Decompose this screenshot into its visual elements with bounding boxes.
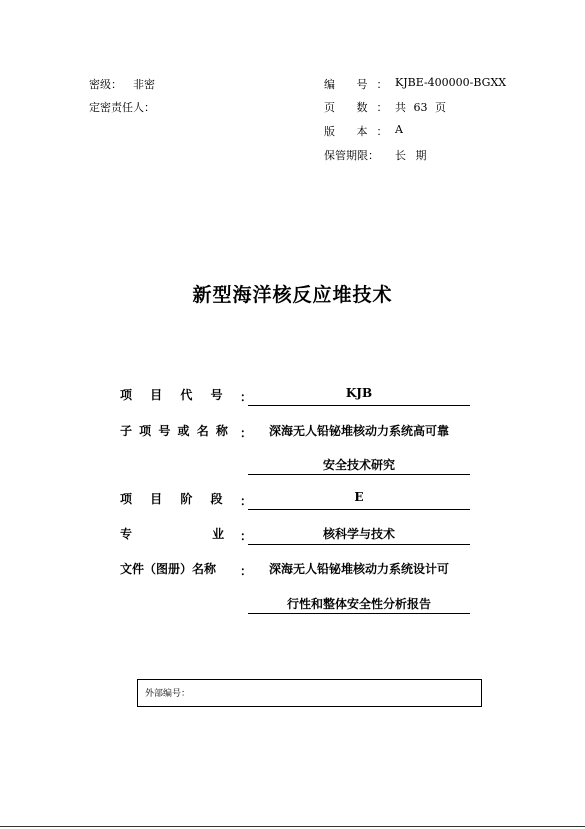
project-code-underline: [248, 405, 470, 406]
document-name-value-line1: 深海无人铅铋堆核动力系统设计可: [268, 562, 449, 576]
subproject-underline: [248, 474, 470, 475]
subproject-value-line2: 安全技术研究: [322, 458, 395, 472]
number-label: 编 号：: [324, 78, 397, 91]
retention-value: 长 期: [395, 149, 427, 162]
responsible-label: 定密责任人：: [89, 101, 155, 114]
number-value: KJBE-400000-BGXX: [395, 76, 507, 89]
subproject-colon: ：: [240, 426, 253, 440]
stage-colon: ：: [240, 494, 253, 508]
project-code-label: 项 目 代 号: [120, 388, 223, 402]
document-name-underline: [248, 613, 470, 614]
major-value: 核科学与技术: [322, 527, 395, 541]
page-bottom-edge: [0, 826, 585, 827]
version-label: 版 本：: [324, 125, 397, 138]
version-value: A: [395, 123, 403, 136]
major-underline: [248, 544, 470, 545]
document-name-colon: ：: [240, 564, 253, 578]
subproject-label: 子 项 号 或 名 称: [120, 424, 228, 438]
project-code-value: KJB: [345, 386, 373, 400]
retention-label: 保管期限：: [324, 149, 379, 162]
secrecy-label: 密级：: [89, 78, 122, 91]
major-label: 专 业: [120, 527, 225, 541]
secrecy-value: 非密: [133, 78, 155, 91]
project-code-colon: ：: [240, 390, 253, 404]
external-number-label: 外部编号：: [145, 689, 191, 699]
pages-value: 共 63 页: [395, 101, 446, 114]
stage-value: E: [354, 490, 364, 504]
subproject-value-line1: 深海无人铅铋堆核动力系统高可靠: [268, 424, 449, 438]
stage-label: 项 目 阶 段: [120, 492, 223, 506]
external-number-box: [137, 679, 482, 707]
document-name-label: 文件（图册）名称: [120, 562, 217, 576]
document-title: 新型海洋核反应堆技术: [192, 284, 393, 306]
stage-underline: [248, 509, 470, 510]
major-colon: ：: [240, 529, 253, 543]
document-name-value-line2: 行性和整体安全性分析报告: [286, 597, 431, 611]
pages-label: 页 数：: [324, 101, 397, 114]
